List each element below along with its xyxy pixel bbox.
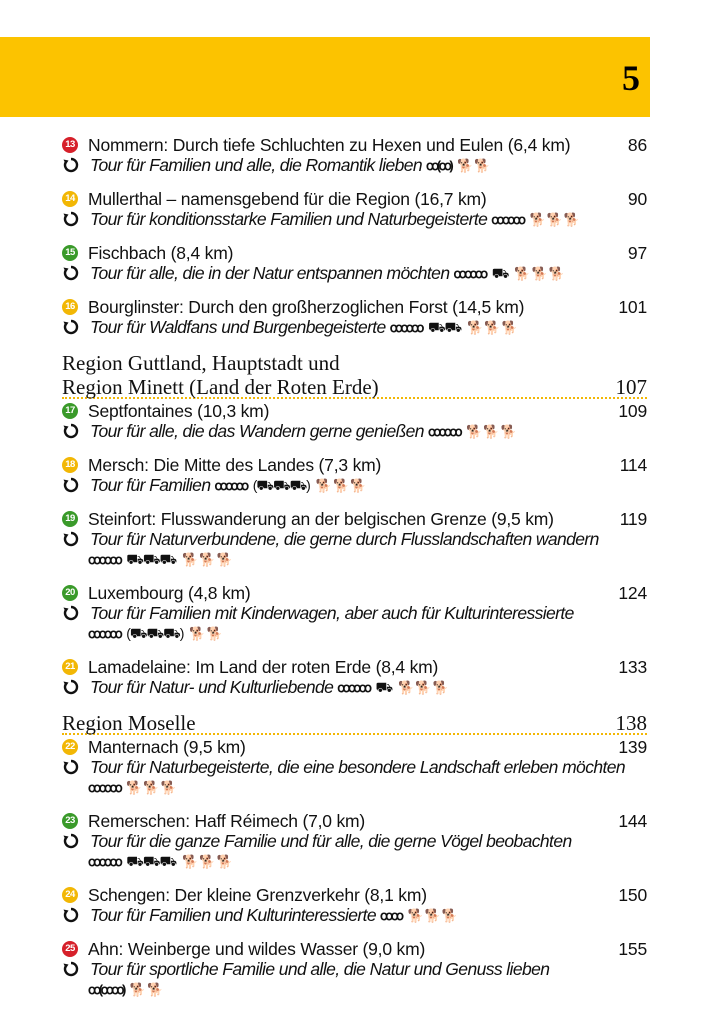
family-icon: ꝏ(ꝏ) <box>426 157 452 173</box>
tour-page-number: 101 <box>618 297 647 317</box>
stroller-icon: ⛟ <box>375 679 393 696</box>
tour-number-badge: 25 <box>62 941 78 957</box>
region-title-line <box>62 351 647 375</box>
family-icon: ꝏꝏꝏ <box>88 854 121 870</box>
tour-description-line <box>62 757 647 777</box>
tour-title[interactable]: Fischbach (8,4 km) <box>88 243 234 263</box>
family-icon: ꝏꝏꝏ <box>453 266 486 282</box>
tour-title-line <box>62 189 647 209</box>
tour-number-badge: 19 <box>62 511 78 527</box>
tour-page-number: 114 <box>619 455 647 475</box>
region-title: Region Minett (Land der Roten Erde) <box>62 375 379 399</box>
loop-route-icon <box>62 318 80 336</box>
family-icon: ꝏꝏꝏ <box>88 779 121 795</box>
family-icon: ꝏ(ꝏꝏ) <box>88 981 124 997</box>
tour-title-line <box>62 243 647 263</box>
suitability-icons <box>337 677 449 699</box>
dog-icon: 🐕🐕 <box>457 157 492 173</box>
suitability-icons <box>88 549 234 571</box>
loop-route-icon <box>62 906 80 924</box>
tour-description-line <box>62 831 647 851</box>
tour-number-badge: 24 <box>62 887 78 903</box>
dog-icon: 🐕🐕 <box>189 626 224 642</box>
tour-description-line <box>62 959 647 979</box>
tour-description: Tour für Natur- und Kulturliebende <box>90 677 334 697</box>
tour-description: Tour für Familien <box>90 475 211 495</box>
tour-description-line <box>62 905 647 925</box>
tour-entry[interactable] <box>62 939 647 999</box>
family-icon: ꝏꝏꝏ <box>389 320 422 336</box>
tour-title[interactable]: Schengen: Der kleine Grenzverkehr (8,1 km) <box>88 885 427 905</box>
tour-number-badge: 20 <box>62 585 78 601</box>
tour-title-line <box>62 135 647 155</box>
loop-route-icon <box>62 476 80 494</box>
tour-description-line <box>62 317 647 337</box>
tour-description-line <box>62 677 647 697</box>
tour-icons-line <box>62 979 647 999</box>
dog-icon: 🐕🐕🐕 <box>467 320 519 336</box>
table-of-contents <box>62 135 647 1013</box>
tour-entry[interactable] <box>62 135 647 175</box>
loop-route-icon <box>62 422 80 440</box>
tour-entry[interactable] <box>62 737 647 797</box>
tour-description: Tour für Waldfans und Burgenbegeisterte <box>90 317 386 337</box>
region-page-number: 107 <box>615 375 647 399</box>
family-icon: ꝏꝏꝏ <box>88 626 121 642</box>
tour-number-badge: 23 <box>62 813 78 829</box>
chapter-header-bar <box>0 37 650 117</box>
tour-description: Tour für Naturverbundene, die gerne durch Flusslandschaften wandern <box>90 529 599 549</box>
family-icon: ꝏꝏꝏ <box>337 680 370 696</box>
tour-title[interactable]: Steinfort: Flusswanderung an der belgischen Grenze (9,5 km) <box>88 509 554 529</box>
suitability-icons <box>88 623 224 645</box>
tour-title-line <box>62 737 647 757</box>
tour-description: Tour für alle, die in der Natur entspannen möchten <box>90 263 450 283</box>
dog-icon: 🐕🐕 <box>129 981 165 997</box>
tour-entry[interactable] <box>62 455 647 495</box>
dog-icon: 🐕🐕🐕 <box>182 552 234 568</box>
tour-title-line <box>62 811 647 831</box>
tour-title[interactable]: Ahn: Weinberge und wildes Wasser (9,0 km) <box>88 939 426 959</box>
page-number: 5 <box>622 58 640 98</box>
tour-title[interactable]: Lamadelaine: Im Land der roten Erde (8,4 km) <box>88 657 439 677</box>
tour-description-line <box>62 603 647 623</box>
tour-title-line <box>62 885 647 905</box>
suitability-icons <box>380 906 459 927</box>
tour-title-line <box>62 509 647 529</box>
tour-title[interactable]: Luxembourg (4,8 km) <box>88 583 251 603</box>
loop-route-icon <box>62 960 80 978</box>
loop-route-icon <box>62 530 80 548</box>
region-heading <box>62 351 647 399</box>
family-icon: ꝏꝏꝏ <box>491 211 524 227</box>
suitability-icons <box>88 778 178 799</box>
tour-page-number: 139 <box>618 737 647 757</box>
stroller-icon: ⛟⛟⛟ <box>126 853 177 870</box>
stroller-icon: (⛟⛟⛟) <box>252 477 310 494</box>
dog-icon: 🐕🐕🐕 <box>514 266 566 282</box>
tour-title-line <box>62 583 647 603</box>
loop-route-icon <box>62 758 80 776</box>
tour-entry[interactable] <box>62 297 647 337</box>
tour-number-badge: 18 <box>62 457 78 473</box>
tour-entry[interactable] <box>62 243 647 283</box>
suitability-icons <box>88 851 234 873</box>
dog-icon: 🐕🐕🐕 <box>182 854 234 870</box>
dog-icon: 🐕🐕🐕 <box>407 907 460 923</box>
tour-icons-line <box>62 549 647 569</box>
tour-page-number: 150 <box>618 885 647 905</box>
tour-description-line <box>62 155 647 175</box>
tour-title[interactable]: Mersch: Die Mitte des Landes (7,3 km) <box>88 455 382 475</box>
region-title-line <box>62 375 647 399</box>
loop-route-icon <box>62 678 80 696</box>
loop-route-icon <box>62 210 80 228</box>
tour-description: Tour für sportliche Familie und alle, die Natur und Genuss lieben <box>90 959 550 979</box>
tour-description-line <box>62 263 647 283</box>
dog-icon: 🐕🐕🐕 <box>466 423 518 439</box>
tour-description: Tour für Naturbegeisterte, die eine besondere Landschaft erleben möchten <box>90 757 626 777</box>
stroller-icon: ⛟ <box>491 265 509 282</box>
tour-entry[interactable] <box>62 509 647 569</box>
tour-description: Tour für alle, die das Wandern gerne genießen <box>90 421 424 441</box>
tour-title-line <box>62 939 647 959</box>
suitability-icons <box>88 980 164 1001</box>
suitability-icons <box>453 263 565 285</box>
tour-entry[interactable] <box>62 189 647 229</box>
tour-page-number: 97 <box>627 243 647 263</box>
tour-page-number: 144 <box>618 811 647 831</box>
loop-route-icon <box>62 832 80 850</box>
tour-number-badge: 15 <box>62 245 78 261</box>
tour-title[interactable]: Remerschen: Haff Réimech (7,0 km) <box>88 811 366 831</box>
tour-page-number: 124 <box>618 583 647 603</box>
tour-title[interactable]: Bourglinster: Durch den großherzoglichen Forst (14,5 km) <box>88 297 525 317</box>
tour-icons-line <box>62 623 647 643</box>
stroller-icon: (⛟⛟⛟) <box>126 625 184 642</box>
suitability-icons <box>426 156 492 177</box>
tour-page-number: 155 <box>618 939 647 959</box>
dog-icon: 🐕🐕🐕 <box>126 779 178 795</box>
loop-route-icon <box>62 604 80 622</box>
tour-number-badge: 14 <box>62 191 78 207</box>
tour-entry[interactable] <box>62 885 647 925</box>
family-icon: ꝏꝏꝏ <box>88 552 121 568</box>
tour-number-badge: 21 <box>62 659 78 675</box>
tour-page-number: 86 <box>627 135 647 155</box>
tour-description-line <box>62 475 647 495</box>
dog-icon: 🐕🐕🐕 <box>529 211 582 227</box>
tour-description: Tour für konditionsstarke Familien und Naturbegeisterte <box>90 209 488 229</box>
stroller-icon: ⛟⛟⛟ <box>126 551 177 568</box>
tour-description: Tour für Familien mit Kinderwagen, aber auch für Kulturinteressierte <box>90 603 574 623</box>
tour-number-badge: 13 <box>62 137 78 153</box>
tour-number-badge: 17 <box>62 403 78 419</box>
tour-page-number: 119 <box>619 509 647 529</box>
tour-icons-line <box>62 777 647 797</box>
region-page-number: 138 <box>615 711 647 735</box>
tour-title[interactable]: Septfontaines (10,3 km) <box>88 401 270 421</box>
tour-title[interactable]: Nommern: Durch tiefe Schluchten zu Hexen und Eulen (6,4 km) <box>88 135 571 155</box>
tour-title-line <box>62 297 647 317</box>
suitability-icons <box>491 210 581 231</box>
region-title-line <box>62 711 647 735</box>
tour-title[interactable]: Manternach (9,5 km) <box>88 737 246 757</box>
loop-route-icon <box>62 264 80 282</box>
tour-title-line <box>62 401 647 421</box>
tour-entry[interactable] <box>62 583 647 643</box>
tour-number-badge: 22 <box>62 739 78 755</box>
dog-icon: 🐕🐕🐕 <box>315 478 368 494</box>
family-icon: ꝏꝏꝏ <box>214 478 247 494</box>
loop-route-icon <box>62 156 80 174</box>
family-icon: ꝏꝏ <box>380 907 402 923</box>
tour-description-line <box>62 421 647 441</box>
tour-title[interactable]: Mullerthal – namensgebend für die Region (16,7 km) <box>88 189 487 209</box>
suitability-icons <box>214 475 367 497</box>
tour-entry[interactable] <box>62 811 647 871</box>
suitability-icons <box>390 317 519 339</box>
dog-icon: 🐕🐕🐕 <box>398 680 450 696</box>
tour-page-number: 109 <box>618 401 647 421</box>
tour-description-line <box>62 529 647 549</box>
region-title: Region Moselle <box>62 711 196 735</box>
tour-number-badge: 16 <box>62 299 78 315</box>
tour-title-line <box>62 455 647 475</box>
tour-page-number: 133 <box>618 657 647 677</box>
family-icon: ꝏꝏꝏ <box>427 423 461 439</box>
tour-description: Tour für die ganze Familie und für alle, die gerne Vögel beobachten <box>90 831 572 851</box>
tour-description: Tour für Familien und Kulturinteressierte <box>90 905 377 925</box>
region-heading <box>62 711 647 735</box>
tour-entry[interactable] <box>62 657 647 697</box>
stroller-icon: ⛟⛟ <box>427 319 462 336</box>
tour-entry[interactable] <box>62 401 647 441</box>
suitability-icons <box>428 422 518 443</box>
tour-icons-line <box>62 851 647 871</box>
tour-page-number: 90 <box>627 189 647 209</box>
region-title: Region Guttland, Hauptstadt und <box>62 351 340 375</box>
tour-description: Tour für Familien und alle, die Romantik lieben <box>90 155 423 175</box>
tour-title-line <box>62 657 647 677</box>
tour-description-line <box>62 209 647 229</box>
